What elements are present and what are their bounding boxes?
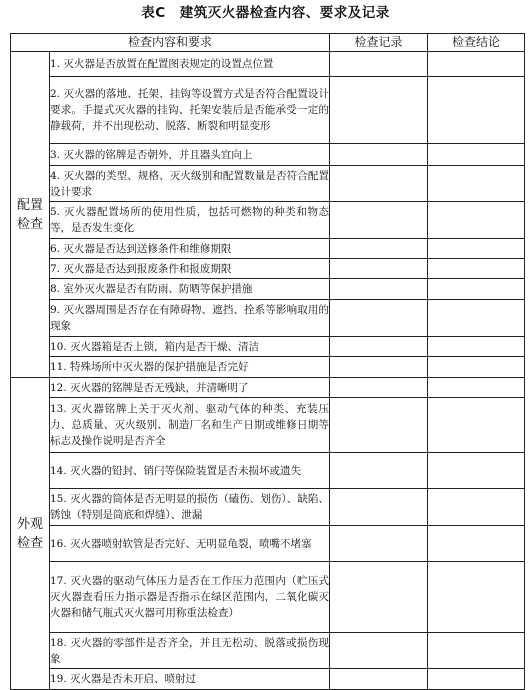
table-row <box>11 526 525 562</box>
conclusion-cell[interactable] <box>428 300 525 337</box>
item-text: 5. 灭火器配置场所的使用性质，包括可燃物的种类和物态等，是否发生变化 <box>50 202 330 239</box>
conclusion-cell[interactable] <box>428 166 525 202</box>
item-text: 8. 室外灭火器是否有防雨、防晒等保护措施 <box>50 279 330 300</box>
record-cell[interactable] <box>330 453 428 489</box>
record-cell[interactable] <box>330 239 428 259</box>
table-row <box>11 337 525 357</box>
conclusion-cell[interactable] <box>428 453 525 489</box>
item-text: 7. 灭火器是否达到报废条件和报废期限 <box>50 259 330 279</box>
table-row <box>11 398 525 453</box>
item-text: 15. 灭火器的筒体是否无明显的损伤（磕伤、划伤）、缺陷、锈蚀（特别是筒底和焊缝）、泄漏 <box>50 489 330 526</box>
header-content: 检查内容和要求 <box>11 34 330 52</box>
conclusion-cell[interactable] <box>428 144 525 166</box>
table-row <box>11 357 525 378</box>
table-row <box>11 300 525 337</box>
conclusion-cell[interactable] <box>428 398 525 453</box>
conclusion-cell[interactable] <box>428 562 525 633</box>
record-cell[interactable] <box>330 357 428 378</box>
item-text: 1. 灭火器是否放置在配置图表规定的设置点位置 <box>50 52 330 77</box>
table-row <box>11 52 525 77</box>
item-text: 9. 灭火器周围是否存在有障碍物、遮挡、拴系等影响取用的现象 <box>50 300 330 337</box>
item-text: 4. 灭火器的类型、规格、灭火级别和配置数量是否符合配置设计要求 <box>50 166 330 202</box>
table-row <box>11 633 525 669</box>
item-text: 10. 灭火器箱是否上锁，箱内是否干燥、清洁 <box>50 337 330 357</box>
item-text: 19. 灭火器是否未开启、喷射过 <box>50 669 330 690</box>
record-cell[interactable] <box>330 166 428 202</box>
conclusion-cell[interactable] <box>428 239 525 259</box>
record-cell[interactable] <box>330 562 428 633</box>
conclusion-cell[interactable] <box>428 669 525 690</box>
record-cell[interactable] <box>330 202 428 239</box>
item-text: 13. 灭火器铭牌上关于灭火剂、驱动气体的种类、充装压力、总质量、灭火级别、制造厂名和生产日期或维修日期等标志及操作说明是否齐全 <box>50 398 330 453</box>
table-row <box>11 77 525 144</box>
item-text: 2. 灭火器的落地、托架、挂钩等设置方式是否符合配置设计要求。手提式灭火器的挂钩、托架安装后是否能承受一定的静载荷，并不出现松动、脱落、断裂和明显变形 <box>50 77 330 144</box>
record-cell[interactable] <box>330 279 428 300</box>
header-record: 检查记录 <box>330 34 428 52</box>
conclusion-cell[interactable] <box>428 489 525 526</box>
item-text: 11. 特殊场所中灭火器的保护措施是否完好 <box>50 357 330 378</box>
conclusion-cell[interactable] <box>428 357 525 378</box>
category-appearance <box>11 378 50 690</box>
conclusion-cell[interactable] <box>428 77 525 144</box>
header-conclusion: 检查结论 <box>428 34 525 52</box>
record-cell[interactable] <box>330 52 428 77</box>
category-label: 外观检查 <box>17 516 44 551</box>
record-cell[interactable] <box>330 259 428 279</box>
table-row <box>11 166 525 202</box>
record-cell[interactable] <box>330 398 428 453</box>
table-row <box>11 489 525 526</box>
item-text: 14. 灭火器的铅封、销闩等保险装置是否未损坏或遗失 <box>50 453 330 489</box>
table-row <box>11 453 525 489</box>
conclusion-cell[interactable] <box>428 279 525 300</box>
conclusion-cell[interactable] <box>428 633 525 669</box>
document-title: 表C 建筑灭火器检查内容、要求及记录 <box>141 5 390 21</box>
item-text: 18. 灭火器的零部件是否齐全，并且无松动、脱落或损伤现象 <box>50 633 330 669</box>
conclusion-cell[interactable] <box>428 337 525 357</box>
conclusion-cell[interactable] <box>428 378 525 398</box>
table-row <box>11 562 525 633</box>
table-row <box>11 378 525 398</box>
record-cell[interactable] <box>330 526 428 562</box>
item-text: 17. 灭火器的驱动气体压力是否在工作压力范围内（贮压式灭火器查看压力指示器是否指示在绿区范围内，二氧化碳灭火器和储气瓶式灭火器可用称重法检查） <box>50 562 330 633</box>
conclusion-cell[interactable] <box>428 526 525 562</box>
conclusion-cell[interactable] <box>428 52 525 77</box>
record-cell[interactable] <box>330 489 428 526</box>
record-cell[interactable] <box>330 669 428 690</box>
table-row <box>11 259 525 279</box>
conclusion-cell[interactable] <box>428 259 525 279</box>
item-text: 12. 灭火器的铭牌是否无残缺，并清晰明了 <box>50 378 330 398</box>
table-row <box>11 239 525 259</box>
table-header-row <box>11 34 525 52</box>
record-cell[interactable] <box>330 300 428 337</box>
record-cell[interactable] <box>330 144 428 166</box>
record-cell[interactable] <box>330 337 428 357</box>
record-cell[interactable] <box>330 633 428 669</box>
item-text: 3. 灭火器的铭牌是否朝外，并且器头宜向上 <box>50 144 330 166</box>
table-row <box>11 202 525 239</box>
conclusion-cell[interactable] <box>428 202 525 239</box>
table-row <box>11 279 525 300</box>
table-row <box>11 669 525 690</box>
table-row <box>11 144 525 166</box>
record-cell[interactable] <box>330 77 428 144</box>
item-text: 16. 灭火器喷射软管是否完好、无明显龟裂，喷嘴不堵塞 <box>50 526 330 562</box>
inspection-table <box>10 33 525 690</box>
item-text: 6. 灭火器是否达到送修条件和维修期限 <box>50 239 330 259</box>
category-label: 配置检查 <box>17 197 44 232</box>
record-cell[interactable] <box>330 378 428 398</box>
category-config <box>11 52 50 378</box>
